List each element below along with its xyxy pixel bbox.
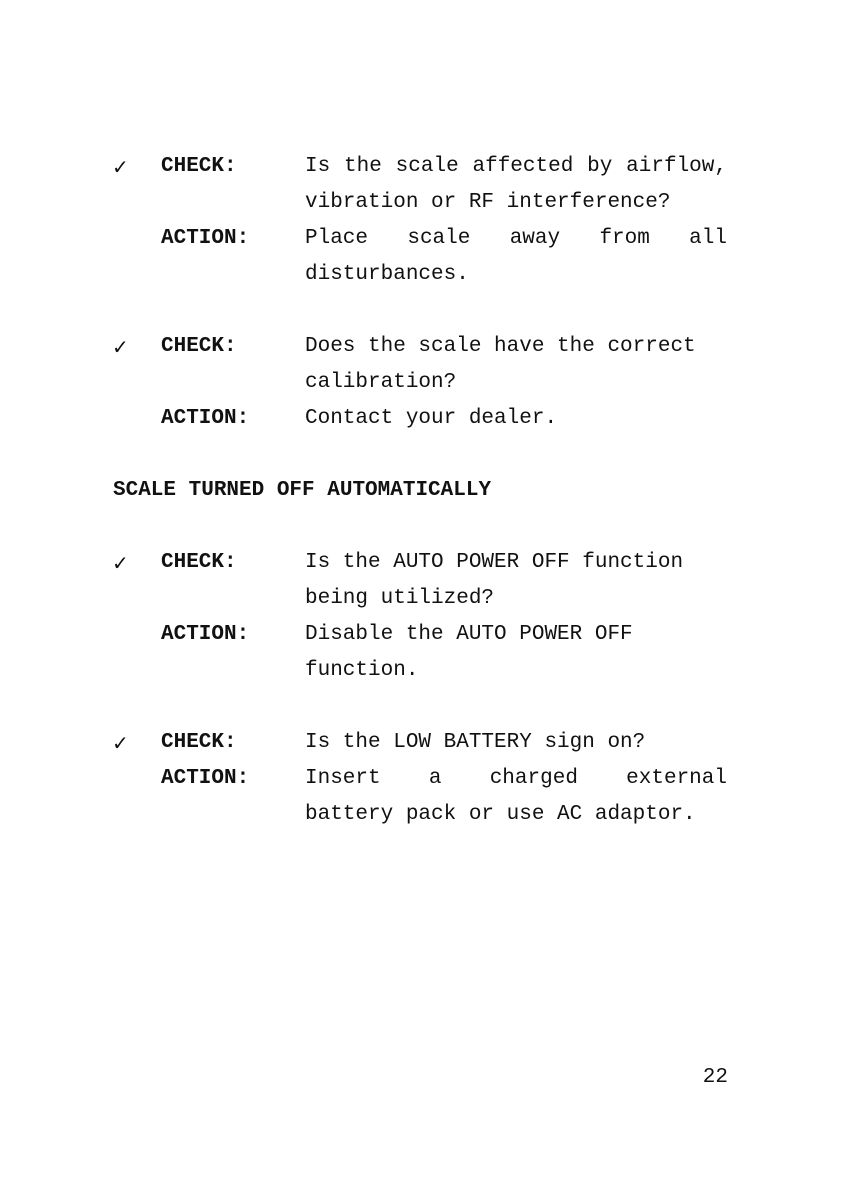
check-row-continued bbox=[112, 185, 732, 221]
action-row-continued bbox=[112, 797, 732, 833]
action-text-line: function. bbox=[305, 659, 419, 682]
check-text-line: Does the scale have the correct bbox=[305, 335, 696, 358]
check-label: CHECK: bbox=[161, 551, 237, 574]
section-title: SCALE TURNED OFF AUTOMATICALLY bbox=[113, 479, 492, 502]
check-label: CHECK: bbox=[161, 335, 237, 358]
check-label: CHECK: bbox=[161, 155, 237, 178]
check-text-line: Is the LOW BATTERY sign on? bbox=[305, 731, 646, 754]
check-row-continued bbox=[112, 365, 732, 401]
troubleshooting-item bbox=[112, 725, 732, 833]
check-text-line: being utilized? bbox=[305, 587, 495, 610]
action-text-line: Disable the AUTO POWER OFF bbox=[305, 623, 633, 646]
troubleshooting-item bbox=[112, 149, 732, 293]
action-row bbox=[112, 761, 732, 797]
action-label: ACTION: bbox=[161, 767, 250, 790]
action-text-line: Place scale away from all bbox=[305, 227, 727, 250]
checkmark-icon: ✓ bbox=[112, 335, 129, 359]
troubleshooting-item bbox=[112, 545, 732, 689]
page-number: 22 bbox=[702, 1066, 728, 1089]
check-text-line: Is the scale affected by airflow, bbox=[305, 155, 727, 178]
check-row-continued bbox=[112, 581, 732, 617]
action-text-line: disturbances. bbox=[305, 263, 469, 286]
troubleshooting-item bbox=[112, 329, 732, 437]
check-row bbox=[112, 329, 732, 365]
action-row-continued bbox=[112, 257, 732, 293]
action-row-continued bbox=[112, 653, 732, 689]
action-text-line: battery pack or use AC adaptor. bbox=[305, 803, 696, 826]
action-row bbox=[112, 221, 732, 257]
check-row bbox=[112, 725, 732, 761]
action-text-line: Contact your dealer. bbox=[305, 407, 558, 430]
action-text-line: Insert a charged external bbox=[305, 767, 727, 790]
check-label: CHECK: bbox=[161, 731, 237, 754]
check-text-line: vibration or RF interference? bbox=[305, 191, 671, 214]
action-row bbox=[112, 617, 732, 653]
action-row bbox=[112, 401, 732, 437]
action-label: ACTION: bbox=[161, 227, 250, 250]
check-text-line: Is the AUTO POWER OFF function bbox=[305, 551, 684, 574]
action-label: ACTION: bbox=[161, 407, 250, 430]
check-row bbox=[112, 545, 732, 581]
check-text-line: calibration? bbox=[305, 371, 457, 394]
action-label: ACTION: bbox=[161, 623, 250, 646]
checkmark-icon: ✓ bbox=[112, 551, 129, 575]
checkmark-icon: ✓ bbox=[112, 155, 129, 179]
check-row bbox=[112, 149, 732, 185]
checkmark-icon: ✓ bbox=[112, 731, 129, 755]
